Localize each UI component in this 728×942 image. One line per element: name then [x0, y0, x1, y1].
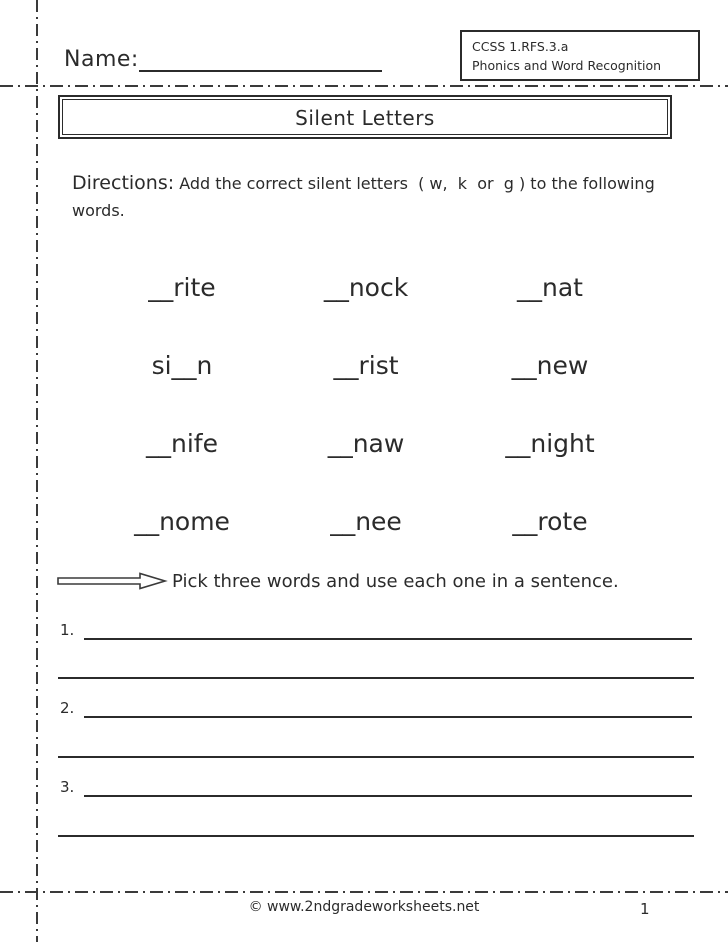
sentence-2-row [60, 698, 692, 718]
sentence-2-continuation-line [58, 756, 694, 758]
word-blank: __new [511, 350, 589, 380]
sentence-2-number: 2. [60, 699, 75, 717]
sentence-3-continuation-line [58, 835, 694, 837]
word-blank: __nome [134, 506, 230, 536]
word-blank: __nock [323, 272, 409, 302]
footer-page-number: 1 [640, 900, 650, 918]
directions-label: Directions: [72, 172, 175, 194]
name-row [64, 46, 382, 72]
sentence-1-continuation-line [58, 677, 694, 679]
title-banner [58, 95, 672, 139]
sentence-3-row [60, 777, 692, 797]
ccss-subtitle: Phonics and Word Recognition [472, 57, 662, 73]
right-arrow-icon [56, 570, 168, 592]
sentence-1-row [60, 620, 692, 640]
word-blank: __rite [148, 272, 216, 302]
word-blank: __night [505, 428, 595, 458]
bottom-cut-guide-line [0, 891, 728, 893]
sentence-1-line [84, 620, 692, 640]
page-title: Silent Letters [62, 99, 668, 135]
top-cut-guide-line [0, 85, 728, 87]
sentence-3-number: 3. [60, 778, 75, 796]
sentence-prompt-row [56, 570, 619, 592]
left-cut-guide-line [36, 0, 38, 942]
sentence-1-number: 1. [60, 621, 75, 639]
sentence-3-line [84, 777, 692, 797]
directions-body: Add the correct silent letters ( w, k or g ) to the following words. [72, 174, 660, 221]
word-blank: __nat [517, 272, 583, 302]
name-label: Name: [64, 47, 139, 72]
sentence-prompt-text: Pick three words and use each one in a sentence. [172, 570, 619, 592]
word-blank: __naw [327, 428, 405, 458]
word-blank: __rote [512, 506, 588, 536]
word-grid [90, 248, 642, 560]
word-blank: si__n [151, 350, 213, 380]
word-blank: __rist [333, 350, 399, 380]
word-blank: __nife [146, 428, 218, 458]
name-blank-line [139, 46, 382, 72]
ccss-standard-box [460, 30, 700, 81]
footer-copyright: © www.2ndgradeworksheets.net [248, 899, 480, 915]
sentence-2-line [84, 698, 692, 718]
directions-text [72, 168, 662, 224]
ccss-code: CCSS 1.RFS.3.a [472, 39, 569, 54]
word-blank: __nee [330, 506, 402, 536]
